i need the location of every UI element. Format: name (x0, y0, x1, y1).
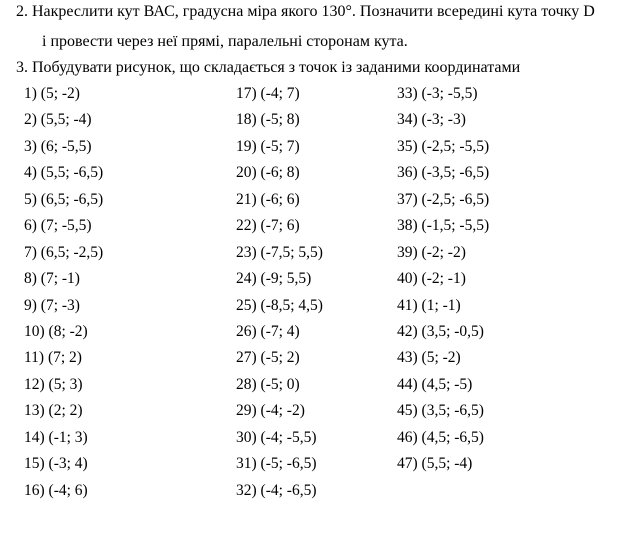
coordinate-point-item: 8) (7; -1) (24, 270, 80, 288)
coordinate-point-item: 9) (7; -3) (24, 296, 80, 314)
coordinate-point-item: 22) (-7; 6) (236, 217, 300, 235)
coordinate-point-item: 45) (3,5; -6,5) (397, 402, 484, 420)
coordinate-point-item: 21) (-6; 6) (236, 190, 300, 208)
coordinate-point-item: 47) (5,5; -4) (397, 455, 473, 473)
coordinates-column-1 (24, 84, 103, 507)
coordinate-point-item: 11) (7; 2) (24, 349, 82, 367)
coordinate-point-item: 23) (-7,5; 5,5) (236, 243, 323, 261)
coordinate-point-item: 46) (4,5; -6,5) (397, 428, 484, 446)
coordinate-point-item: 19) (-5; 7) (236, 137, 300, 155)
coordinate-point-item: 13) (2; 2) (24, 402, 83, 420)
coordinates-column-2 (236, 84, 323, 507)
coordinate-point-item: 27) (-5; 2) (236, 349, 300, 367)
coordinate-point-item: 32) (-4; -6,5) (236, 481, 317, 499)
coordinate-point-item: 10) (8; -2) (24, 322, 88, 340)
coordinate-point-item: 25) (-8,5; 4,5) (236, 296, 323, 314)
coordinate-point-item: 4) (5,5; -6,5) (24, 164, 104, 182)
coordinate-point-item: 1) (5; -2) (24, 85, 80, 102)
coordinate-point-item: 14) (-1; 3) (24, 428, 88, 446)
coordinate-point-item: 39) (-2; -2) (397, 243, 466, 261)
coordinate-point-item: 30) (-4; -5,5) (236, 428, 317, 446)
coordinate-point-item: 38) (-1,5; -5,5) (397, 217, 490, 235)
coordinate-point-item: 2) (5,5; -4) (24, 111, 92, 129)
coordinate-point-item: 40) (-2; -1) (397, 270, 466, 288)
task-3-heading: 3. Побудувати рисунок, що складається з точок із заданими координатами (16, 59, 521, 76)
coordinate-point-item: 5) (6,5; -6,5) (24, 190, 104, 208)
coordinate-point-item: 33) (-3; -5,5) (397, 85, 478, 102)
coordinate-point-item: 31) (-5; -6,5) (236, 455, 317, 473)
coordinate-point-item: 17) (-4; 7) (236, 85, 300, 102)
coordinate-point-item: 24) (-9; 5,5) (236, 270, 312, 288)
task-2-line-1: 2. Накреслити кут ВАС, градусна міра якого 130°. Позначити всередині кута точку D (16, 3, 595, 20)
coordinate-point-item: 3) (6; -5,5) (24, 137, 92, 155)
coordinate-point-item: 28) (-5; 0) (236, 375, 300, 393)
coordinate-point-item: 44) (4,5; -5) (397, 375, 473, 393)
coordinate-point-item: 41) (1; -1) (397, 296, 461, 314)
coordinate-point-item: 12) (5; 3) (24, 375, 83, 393)
task-2-line-2: і провести через неї прямі, паралельні сторонам кута. (42, 33, 408, 50)
coordinate-point-item: 26) (-7; 4) (236, 322, 300, 340)
coordinate-point-item: 35) (-2,5; -5,5) (397, 137, 490, 155)
coordinate-point-item: 15) (-3; 4) (24, 455, 88, 473)
coordinate-point-item: 43) (5; -2) (397, 349, 461, 367)
coordinate-point-item: 7) (6,5; -2,5) (24, 243, 104, 261)
coordinate-point-item: 42) (3,5; -0,5) (397, 322, 484, 340)
coordinate-point-item: 29) (-4; -2) (236, 402, 305, 420)
coordinate-point-item: 18) (-5; 8) (236, 111, 300, 129)
coordinate-point-item: 6) (7; -5,5) (24, 217, 92, 235)
coordinate-point-item: 36) (-3,5; -6,5) (397, 164, 490, 182)
coordinate-point-item: 20) (-6; 8) (236, 164, 300, 182)
coordinate-point-item: 16) (-4; 6) (24, 481, 88, 499)
coordinate-point-item: 34) (-3; -3) (397, 111, 466, 129)
coordinate-point-item: 37) (-2,5; -6,5) (397, 190, 490, 208)
coordinates-column-3 (397, 84, 489, 481)
